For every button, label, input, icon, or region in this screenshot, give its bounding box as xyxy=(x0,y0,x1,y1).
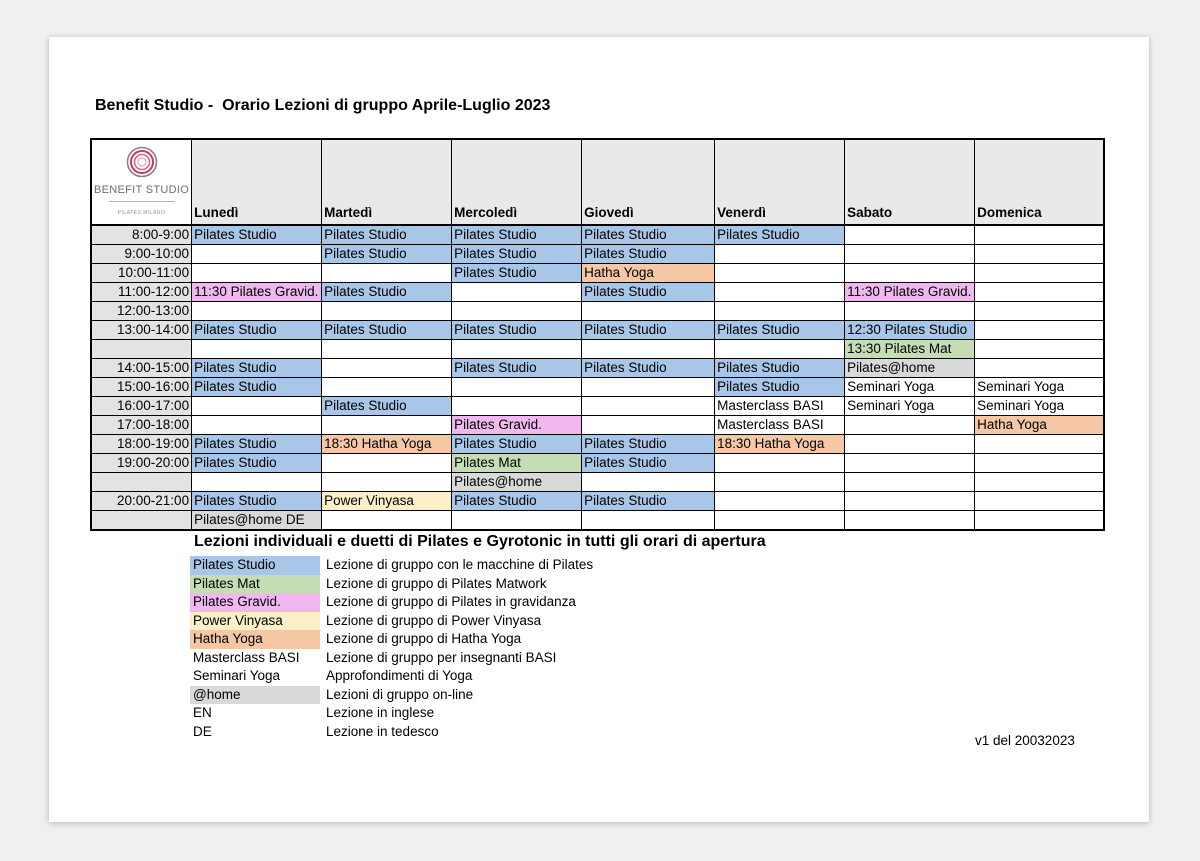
table-row xyxy=(91,511,1104,531)
class-cell: Pilates Studio xyxy=(452,225,582,245)
class-cell xyxy=(322,302,452,321)
time-slot-cell xyxy=(91,340,192,359)
time-slot-cell: 12:00-13:00 xyxy=(91,302,192,321)
time-slot-cell: 8:00-9:00 xyxy=(91,225,192,245)
legend-key: Pilates Studio xyxy=(190,556,320,575)
legend-key: Pilates Gravid. xyxy=(190,593,320,612)
table-row xyxy=(91,454,1104,473)
class-cell xyxy=(192,264,322,283)
legend-description: Lezione di gruppo per insegnanti BASI xyxy=(326,649,557,665)
class-cell: Pilates Studio xyxy=(715,359,845,378)
legend-key: DE xyxy=(193,723,212,739)
class-cell: Pilates Gravid. xyxy=(452,416,582,435)
class-cell xyxy=(582,378,715,397)
legend-body xyxy=(190,556,729,741)
class-cell: Pilates Studio xyxy=(452,264,582,283)
version-label: v1 del 20032023 xyxy=(975,733,1075,748)
table-row xyxy=(91,397,1104,416)
class-cell: Pilates Studio xyxy=(452,492,582,511)
legend-row xyxy=(190,667,729,686)
legend-description: Lezione di gruppo con le macchine di Pilates xyxy=(326,557,594,572)
legend-key: Masterclass BASI xyxy=(193,649,300,665)
legend-description: Lezione in inglese xyxy=(326,705,435,720)
class-cell xyxy=(322,378,452,397)
schedule-header-row xyxy=(91,139,1104,225)
class-cell xyxy=(192,416,322,435)
day-header: Mercoledì xyxy=(452,139,582,225)
class-cell: Pilates Studio xyxy=(192,225,322,245)
class-cell xyxy=(715,283,845,302)
day-header: Sabato xyxy=(845,139,975,225)
class-cell: Pilates@home DE xyxy=(192,511,322,531)
legend-description: Lezione in tedesco xyxy=(326,723,439,739)
class-cell xyxy=(715,473,845,492)
class-cell xyxy=(322,473,452,492)
class-cell: Hatha Yoga xyxy=(582,264,715,283)
day-header: Martedì xyxy=(322,139,452,225)
class-cell xyxy=(452,302,582,321)
class-cell: Pilates Studio xyxy=(452,321,582,340)
legend-description: Lezione di gruppo di Hatha Yoga xyxy=(326,631,522,646)
class-cell xyxy=(845,225,975,245)
day-header: Giovedì xyxy=(582,139,715,225)
class-cell: 18:30 Hatha Yoga xyxy=(715,435,845,454)
class-cell: Pilates Studio xyxy=(322,321,452,340)
class-cell xyxy=(582,340,715,359)
class-cell: Pilates Studio xyxy=(322,225,452,245)
class-cell: Pilates Studio xyxy=(715,321,845,340)
legend-key: @home xyxy=(190,686,320,705)
class-cell xyxy=(845,302,975,321)
day-header: Lunedì xyxy=(192,139,322,225)
schedule-table xyxy=(90,138,1105,531)
class-cell xyxy=(975,321,1104,340)
benefit-studio-logo xyxy=(94,140,189,222)
legend-row xyxy=(190,593,729,612)
time-slot-cell: 18:00-19:00 xyxy=(91,435,192,454)
time-slot-cell: 17:00-18:00 xyxy=(91,416,192,435)
class-cell xyxy=(975,473,1104,492)
table-row xyxy=(91,378,1104,397)
class-cell xyxy=(845,245,975,264)
class-cell xyxy=(845,473,975,492)
class-cell xyxy=(845,264,975,283)
class-cell xyxy=(845,435,975,454)
class-cell xyxy=(322,416,452,435)
class-cell: Seminari Yoga xyxy=(975,378,1104,397)
class-cell xyxy=(452,397,582,416)
legend-row xyxy=(190,612,729,631)
class-cell: Pilates Studio xyxy=(582,245,715,264)
logo-name: BENEFIT STUDIO xyxy=(94,184,190,196)
class-cell: Pilates Studio xyxy=(582,321,715,340)
class-cell: Pilates Studio xyxy=(582,454,715,473)
class-cell xyxy=(452,340,582,359)
class-cell xyxy=(582,511,715,531)
class-cell xyxy=(322,264,452,283)
table-row xyxy=(91,473,1104,492)
day-header: Venerdì xyxy=(715,139,845,225)
class-cell xyxy=(192,473,322,492)
time-slot-cell: 13:00-14:00 xyxy=(91,321,192,340)
class-cell xyxy=(715,454,845,473)
class-cell xyxy=(452,511,582,531)
schedule-body xyxy=(91,225,1104,530)
table-row xyxy=(91,321,1104,340)
day-header: Domenica xyxy=(975,139,1104,225)
logo-subtitle: PILATES MILANO xyxy=(117,210,166,216)
logo-rings-icon xyxy=(126,146,158,178)
class-cell: Pilates Studio xyxy=(582,359,715,378)
table-row xyxy=(91,225,1104,245)
class-cell: 13:30 Pilates Mat xyxy=(845,340,975,359)
class-cell xyxy=(975,340,1104,359)
class-cell: Seminari Yoga xyxy=(975,397,1104,416)
class-cell xyxy=(582,302,715,321)
class-cell xyxy=(715,340,845,359)
class-cell xyxy=(845,454,975,473)
class-cell xyxy=(452,283,582,302)
time-slot-cell: 19:00-20:00 xyxy=(91,454,192,473)
class-cell: 11:30 Pilates Gravid. xyxy=(192,283,322,302)
class-cell: Pilates Studio xyxy=(582,492,715,511)
table-row xyxy=(91,435,1104,454)
page-title: Benefit Studio - Orario Lezioni di gruppo Aprile-Luglio 2023 xyxy=(95,97,551,114)
time-slot-cell: 11:00-12:00 xyxy=(91,283,192,302)
table-row xyxy=(91,245,1104,264)
class-cell xyxy=(975,435,1104,454)
time-slot-cell: 20:00-21:00 xyxy=(91,492,192,511)
legend-key: EN xyxy=(193,705,212,720)
class-cell xyxy=(975,492,1104,511)
table-row xyxy=(91,492,1104,511)
table-row xyxy=(91,359,1104,378)
class-cell: Pilates@home xyxy=(452,473,582,492)
class-cell: Pilates Studio xyxy=(452,435,582,454)
legend-table xyxy=(190,556,729,741)
legend-row xyxy=(190,630,729,649)
legend-key: Pilates Mat xyxy=(190,575,320,594)
legend-description: Lezione di gruppo di Pilates Matwork xyxy=(326,575,547,591)
class-cell xyxy=(975,454,1104,473)
class-cell xyxy=(715,264,845,283)
legend-row xyxy=(190,723,729,742)
class-cell: Pilates Studio xyxy=(192,454,322,473)
legend-row xyxy=(190,649,729,668)
class-cell xyxy=(715,245,845,264)
class-cell: Pilates Studio xyxy=(452,359,582,378)
time-slot-cell: 10:00-11:00 xyxy=(91,264,192,283)
class-cell: Pilates Studio xyxy=(192,378,322,397)
class-cell xyxy=(192,397,322,416)
class-cell: Pilates Studio xyxy=(452,245,582,264)
class-cell xyxy=(452,378,582,397)
table-row xyxy=(91,416,1104,435)
logo-divider xyxy=(109,201,175,202)
class-cell: Power Vinyasa xyxy=(322,492,452,511)
class-cell: 18:30 Hatha Yoga xyxy=(322,435,452,454)
class-cell: Pilates Studio xyxy=(715,225,845,245)
legend-row xyxy=(190,556,729,575)
class-cell xyxy=(192,245,322,264)
legend-description: Lezione di gruppo di Power Vinyasa xyxy=(326,612,542,628)
class-cell xyxy=(845,492,975,511)
class-cell xyxy=(845,511,975,531)
class-cell: Pilates Studio xyxy=(192,435,322,454)
legend-row xyxy=(190,704,729,723)
legend-description: Lezioni di gruppo on-line xyxy=(326,686,474,702)
logo-cell xyxy=(91,139,192,225)
time-slot-cell: 16:00-17:00 xyxy=(91,397,192,416)
time-slot-cell: 14:00-15:00 xyxy=(91,359,192,378)
class-cell xyxy=(582,397,715,416)
class-cell: Pilates@home xyxy=(845,359,975,378)
class-cell xyxy=(322,511,452,531)
class-cell xyxy=(845,416,975,435)
individual-lessons-note: Lezioni individuali e duetti di Pilates e Gyrotonic in tutti gli orari di apertura xyxy=(194,533,766,550)
legend-description: Lezione di gruppo di Pilates in gravidanza xyxy=(326,594,576,609)
class-cell xyxy=(975,225,1104,245)
time-slot-cell: 9:00-10:00 xyxy=(91,245,192,264)
class-cell xyxy=(975,511,1104,531)
time-slot-cell xyxy=(91,511,192,531)
class-cell: Pilates Studio xyxy=(322,283,452,302)
class-cell xyxy=(322,340,452,359)
legend-key: Power Vinyasa xyxy=(190,612,320,631)
table-row xyxy=(91,340,1104,359)
class-cell xyxy=(975,283,1104,302)
class-cell: Pilates Studio xyxy=(322,397,452,416)
class-cell: Pilates Studio xyxy=(192,321,322,340)
class-cell xyxy=(715,511,845,531)
class-cell xyxy=(975,264,1104,283)
class-cell: Masterclass BASI xyxy=(715,416,845,435)
class-cell xyxy=(715,302,845,321)
legend-description: Approfondimenti di Yoga xyxy=(326,668,473,683)
class-cell xyxy=(322,359,452,378)
legend-key: Hatha Yoga xyxy=(190,630,320,649)
class-cell: Seminari Yoga xyxy=(845,397,975,416)
class-cell xyxy=(715,492,845,511)
table-row xyxy=(91,264,1104,283)
class-cell: Masterclass BASI xyxy=(715,397,845,416)
class-cell: 12:30 Pilates Studio xyxy=(845,321,975,340)
class-cell: Pilates Studio xyxy=(192,359,322,378)
class-cell xyxy=(975,245,1104,264)
class-cell: Pilates Studio xyxy=(192,492,322,511)
class-cell xyxy=(975,359,1104,378)
time-slot-cell: 15:00-16:00 xyxy=(91,378,192,397)
table-row xyxy=(91,302,1104,321)
class-cell xyxy=(582,416,715,435)
legend-row xyxy=(190,686,729,705)
class-cell: Pilates Studio xyxy=(322,245,452,264)
class-cell: Pilates Mat xyxy=(452,454,582,473)
class-cell xyxy=(582,473,715,492)
class-cell: Pilates Studio xyxy=(715,378,845,397)
class-cell xyxy=(322,454,452,473)
class-cell xyxy=(192,302,322,321)
legend-key: Seminari Yoga xyxy=(193,668,281,683)
class-cell: Pilates Studio xyxy=(582,283,715,302)
class-cell: Seminari Yoga xyxy=(845,378,975,397)
class-cell: Pilates Studio xyxy=(582,225,715,245)
class-cell: Pilates Studio xyxy=(582,435,715,454)
class-cell xyxy=(192,340,322,359)
class-cell: 11:30 Pilates Gravid. xyxy=(845,283,975,302)
class-cell xyxy=(975,302,1104,321)
class-cell: Hatha Yoga xyxy=(975,416,1104,435)
table-row xyxy=(91,283,1104,302)
legend-row xyxy=(190,575,729,594)
time-slot-cell xyxy=(91,473,192,492)
